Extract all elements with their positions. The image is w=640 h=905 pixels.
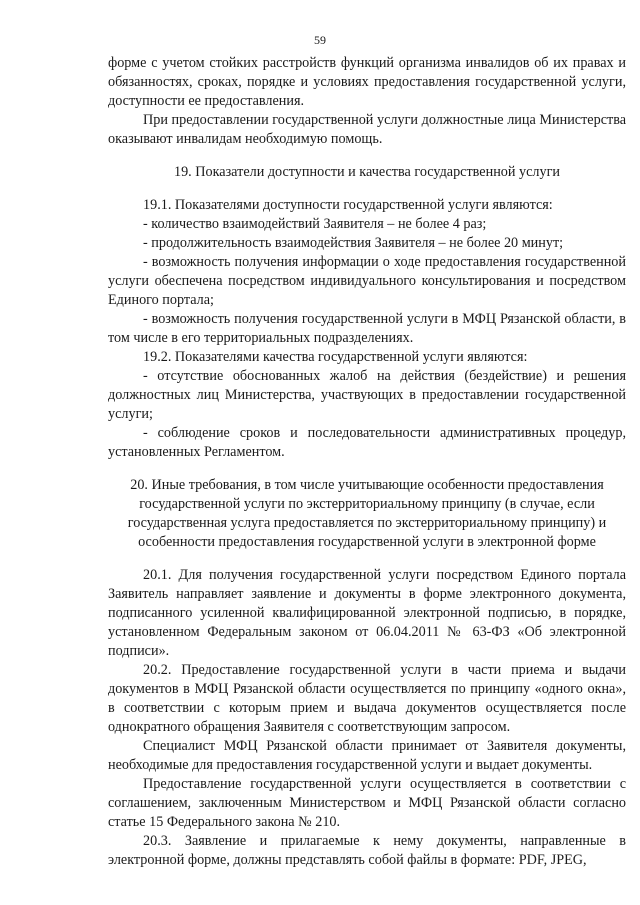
page-number: 59 bbox=[314, 33, 326, 47]
spacer bbox=[108, 149, 626, 163]
paragraph: 20.3. Заявление и прилагаемые к нему документы, направленные в электронной форме, должны представлять собой файлы в формате: PDF, JPEG, bbox=[108, 833, 626, 868]
list-item: - возможность получения государственной услуги в МФЦ Рязанской области, в том числе в его территориальных подразделениях. bbox=[108, 311, 626, 346]
paragraph: 19.2. Показателями качества государственной услуги являются: bbox=[143, 349, 528, 365]
paragraph: 19.1. Показателями доступности государственной услуги являются: bbox=[143, 197, 553, 213]
paragraph: При предоставлении государственной услуги должностные лица Министерства оказывают инвалидам необходимую помощь. bbox=[108, 112, 626, 147]
paragraph: 20.2. Предоставление государственной услуги в части приема и выдачи документов в МФЦ Рязанской области осуществляется по принципу «одного окна», в соответствии с которым прием и выдача документов осуществляется после однократного обращения Заявителя с соответствующим запросом. bbox=[108, 662, 626, 735]
spacer bbox=[108, 552, 626, 566]
spacer bbox=[108, 462, 626, 476]
paragraph: 20.1. Для получения государственной услуги посредством Единого портала Заявитель направляет заявление и документы в форме электронного документа, подписанного усиленной квалифицированной электронной подписью, в порядке, установленном Федеральным законом от 06.04.2011 № 63-ФЗ «Об электронной подписи». bbox=[108, 567, 626, 659]
section-heading-20: 20. Иные требования, в том числе учитывающие особенности предоставления государственной услуги по экстерриториальному принципу (в случае, если государственная услуга предоставляется по экстерриториальному принципу) и особенности предоставления государственной услуги в электронной форме bbox=[127, 477, 607, 550]
document-body bbox=[108, 54, 626, 870]
list-item: - количество взаимодействий Заявителя – не более 4 раз; bbox=[143, 216, 487, 232]
paragraph: Предоставление государственной услуги осуществляется в соответствии с соглашением, заключенным Министерством и МФЦ Рязанской области согласно статье 15 Федерального закона № 210. bbox=[108, 776, 626, 830]
section-heading-19: 19. Показатели доступности и качества государственной услуги bbox=[173, 164, 560, 180]
list-item: - возможность получения информации о ходе предоставления государственной услуги обеспечена посредством индивидуального консультирования и посредством Единого портала; bbox=[108, 254, 626, 308]
list-item: - отсутствие обоснованных жалоб на действия (бездействие) и решения должностных лиц Министерства, участвующих в предоставлении государственной услуги; bbox=[108, 368, 626, 422]
paragraph: Специалист МФЦ Рязанской области принимает от Заявителя документы, необходимые для предоставления государственной услуги и выдает документы. bbox=[108, 738, 626, 773]
paragraph: форме с учетом стойких расстройств функций организма инвалидов об их правах и обязанностях, сроках, порядке и условиях предоставления государственной услуги, доступности ее предоставления. bbox=[108, 55, 626, 109]
list-item: - продолжительность взаимодействия Заявителя – не более 20 минут; bbox=[143, 235, 564, 251]
list-item: - соблюдение сроков и последовательности административных процедур, установленных Регламентом. bbox=[108, 425, 626, 460]
spacer bbox=[108, 182, 626, 196]
